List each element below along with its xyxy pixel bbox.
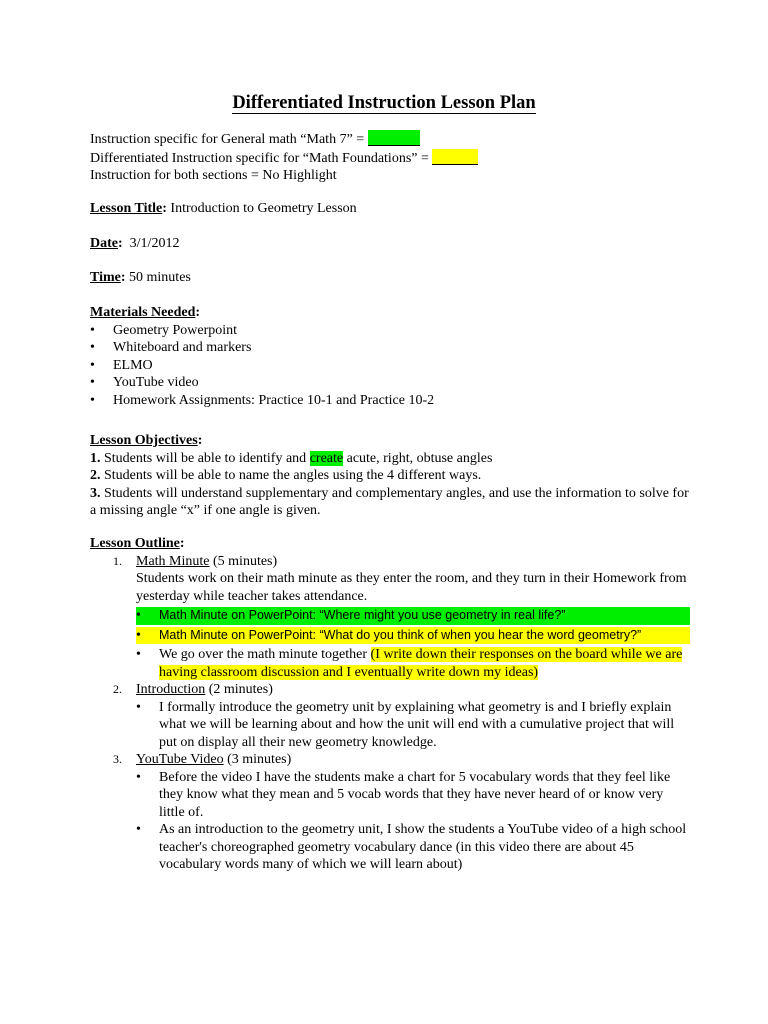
objective-2: 2. Students will be able to name the angles using the 4 different ways. <box>90 468 482 483</box>
legend-math-foundations: Differentiated Instruction specific for “Math Foundations” = <box>90 149 690 168</box>
document-title <box>0 92 768 114</box>
date-value: 3/1/2012 <box>122 236 180 251</box>
list-item: • ELMO <box>90 357 690 375</box>
outline-step-1: 1. Math Minute (5 minutes) Students work on their math minute as they enter the room, and they turn in their Homework from yesterday while teacher takes attendance. • Math Minute on PowerPoint: “Where might you use geometry in real life?” • Math Minute on PowerPoint: “What do you think of when you hear the word geometry?” • We go over the math minute together (I write down their responses on the board while we are having classroom discussion and I eventually write down my ideas) <box>90 553 690 682</box>
outline-step-2: 2. Introduction (2 minutes) • I formally introduce the geometry unit by explaining what geometry is and I briefly explain what we will be learning about and how the unit will end with a cumulative project that will put on display all their new geometry knowledge. <box>90 681 690 751</box>
objectives-section: Lesson Objectives: 1. Students will be able to identify and create acute, right, obtuse angles 2. Students will be able to name the angles using the 4 different ways. 3. Students will understand supplementary and complementary angles, and use the information to solve for a missing angle “x” if one angle is given. <box>90 433 689 518</box>
step-3-bullets <box>136 769 690 874</box>
create-highlight: create <box>309 450 344 466</box>
list-item: • Geometry Powerpoint <box>90 322 690 340</box>
time-value: 50 minutes <box>125 270 191 285</box>
time-label: Time <box>90 270 121 285</box>
list-item: • Before the video I have the students make a chart for 5 vocabulary words that they feel like they know what they mean and 5 vocab words that they have never heard of or know very little of. <box>136 769 690 822</box>
highlight-legend <box>90 130 690 185</box>
materials-section: Materials Needed: • Geometry Powerpoint • Whiteboard and markers • ELMO • YouTube video • Homework Assignments: Practice 10-1 and Practice 10-2 <box>90 304 690 409</box>
list-item: • As an introduction to the geometry unit, I show the students a YouTube video of a high school teacher's choreographed geometry vocabulary dance (in this video there are about 45 vocabulary words many of which we will learn about) <box>136 821 690 874</box>
step-description: Students work on their math minute as they enter the room, and they turn in their Homework from yesterday while teacher takes attendance. <box>136 571 687 604</box>
list-item: • Homework Assignments: Practice 10-1 and Practice 10-2 <box>90 392 690 410</box>
step-1-bullets <box>136 607 690 681</box>
objective-1: 1. Students will be able to identify and create acute, right, obtuse angles <box>90 450 493 466</box>
outline-step-3: 3. YouTube Video (3 minutes) • Before the video I have the students make a chart for 5 vocabulary words that they feel like they know what they mean and 5 vocab words that they have never heard of or know very little of. • As an introduction to the geometry unit, I show the students a YouTube video of a high school teacher's choreographed geometry vocabulary dance (in this video there are about 45 vocabulary words many of which we will learn about) <box>90 751 690 874</box>
green-highlight-swatch <box>368 130 420 146</box>
date-line: Date: 3/1/2012 <box>90 236 180 251</box>
lesson-title-value: Introduction to Geometry Lesson <box>166 201 357 216</box>
yellow-highlight-swatch <box>432 149 478 165</box>
step-name: Introduction <box>136 682 206 697</box>
objectives-heading: Lesson Objectives <box>90 433 198 448</box>
materials-list <box>90 322 690 410</box>
list-item: • YouTube video <box>90 374 690 392</box>
list-item: • Math Minute on PowerPoint: “Where might you use geometry in real life?” <box>136 607 690 625</box>
list-item: • I formally introduce the geometry unit by explaining what geometry is and I briefly explain what we will be learning about and how the unit will end with a cumulative project that will put on display all their new geometry knowledge. <box>136 699 690 752</box>
step-name: YouTube Video <box>136 752 224 767</box>
list-item: • Whiteboard and markers <box>90 339 690 357</box>
date-label: Date <box>90 236 118 251</box>
legend-both-sections: Instruction for both sections = No Highlight <box>90 168 337 183</box>
outline-section: Lesson Outline: 1. Math Minute (5 minutes) Students work on their math minute as they enter the room, and they turn in their Homework from yesterday while teacher takes attendance. • Math Minute on PowerPoint: “Where might you use geometry in real life?” • Math Minute on PowerPoint: “What do you think of when you hear the word geometry?” • We go over the math minute together (I write down their responses on the board while we are having classroom discussion and I eventually write down my ideas) 2. Introduction (2 minutes) • I formally introduce the geometry unit by explaining what geometry is and I briefly explain what we will be learning about and how the unit will end with a cumulative project that will put on display all their new geometry knowledge. 3. YouTube Video (3 minutes) • Before the video I have the students make a chart for 5 vocabulary words that they feel like they know what they mean and 5 vocab words that they have never heard of or know very little of. • As an introduction to the geometry unit, I show the students a YouTube video of a high school teacher's choreographed geometry vocabulary dance (in this video there are about 45 vocabulary words many of which we will learn about) <box>90 535 690 874</box>
step-2-bullets <box>136 699 690 752</box>
step-name: Math Minute <box>136 553 210 569</box>
title-text: Differentiated Instruction Lesson Plan <box>232 93 536 113</box>
list-item: • We go over the math minute together (I write down their responses on the board while we are having classroom discussion and I eventually write down my ideas) <box>136 646 690 681</box>
legend-general-math: Instruction specific for General math “Math 7” = <box>90 130 690 149</box>
materials-heading: Materials Needed <box>90 305 196 320</box>
time-line: Time: 50 minutes <box>90 270 191 285</box>
list-item: • Math Minute on PowerPoint: “What do you think of when you hear the word geometry?” <box>136 627 690 645</box>
lesson-title-label: Lesson Title <box>90 201 163 216</box>
lesson-title-line: Lesson Title: Introduction to Geometry Lesson <box>90 201 357 216</box>
objective-3: 3. Students will understand supplementary and complementary angles, and use the information to solve for a missing angle “x” if one angle is given. <box>90 485 689 518</box>
outline-heading: Lesson Outline <box>90 536 180 551</box>
